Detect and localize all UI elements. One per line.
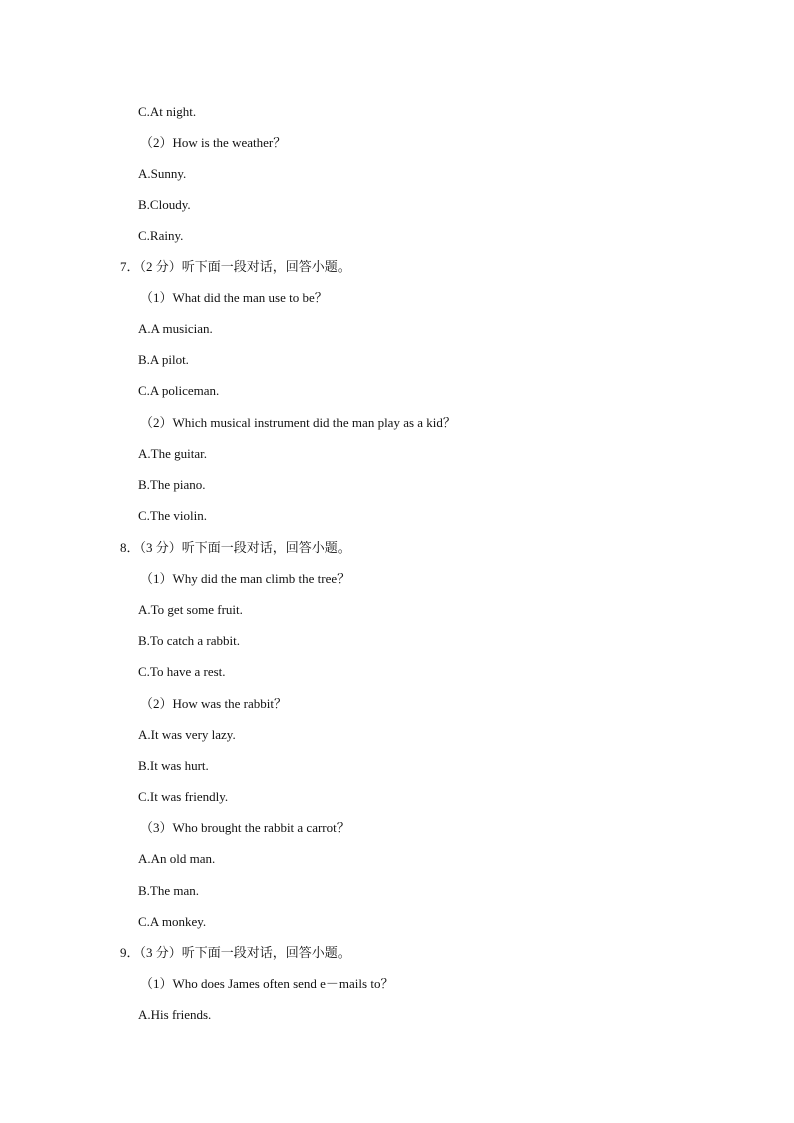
option-text: B.To catch a rabbit.	[138, 633, 240, 648]
option-text: A.To get some fruit.	[138, 602, 243, 617]
option-text: C.The violin.	[138, 508, 207, 523]
sub-question-text: （3）Who brought the rabbit a carrot？	[140, 820, 350, 835]
option-text: C.A monkey.	[138, 914, 207, 929]
sub-question-text: （2）Which musical instrument did the man play as a kid？	[140, 415, 456, 430]
option-text: A.His friends.	[138, 1007, 212, 1022]
question-heading: 9．（3 分）听下面一段对话，回答小题。	[120, 945, 351, 960]
option-text: C.To have a rest.	[138, 664, 226, 679]
sub-question-text: （1）What did the man use to be？	[140, 290, 328, 305]
option-text: C.Rainy.	[138, 228, 184, 243]
option-text: A.The guitar.	[138, 446, 207, 461]
option-text: C.A policeman.	[138, 383, 220, 398]
option-text: A.It was very lazy.	[138, 727, 236, 742]
option-text: B.The piano.	[138, 477, 206, 492]
option-text: C.It was friendly.	[138, 789, 229, 804]
option-text: A.Sunny.	[138, 166, 187, 181]
option-text: B.The man.	[138, 883, 200, 898]
sub-question-text: （2）How was the rabbit？	[140, 696, 287, 711]
option-text: C.At night.	[138, 104, 197, 119]
option-text: B.It was hurt.	[138, 758, 209, 773]
sub-question-text: （1）Why did the man climb the tree？	[140, 571, 351, 586]
question-heading: 7．（2 分）听下面一段对话，回答小题。	[120, 259, 351, 274]
option-text: B.A pilot.	[138, 352, 189, 367]
sub-question-text: （2）How is the weather？	[140, 135, 287, 150]
question-heading: 8．（3 分）听下面一段对话，回答小题。	[120, 540, 351, 555]
sub-question-text: （1）Who does James often send e－mails to？	[140, 976, 394, 991]
option-text: B.Cloudy.	[138, 197, 191, 212]
option-text: A.An old man.	[138, 851, 216, 866]
option-text: A.A musician.	[138, 321, 213, 336]
